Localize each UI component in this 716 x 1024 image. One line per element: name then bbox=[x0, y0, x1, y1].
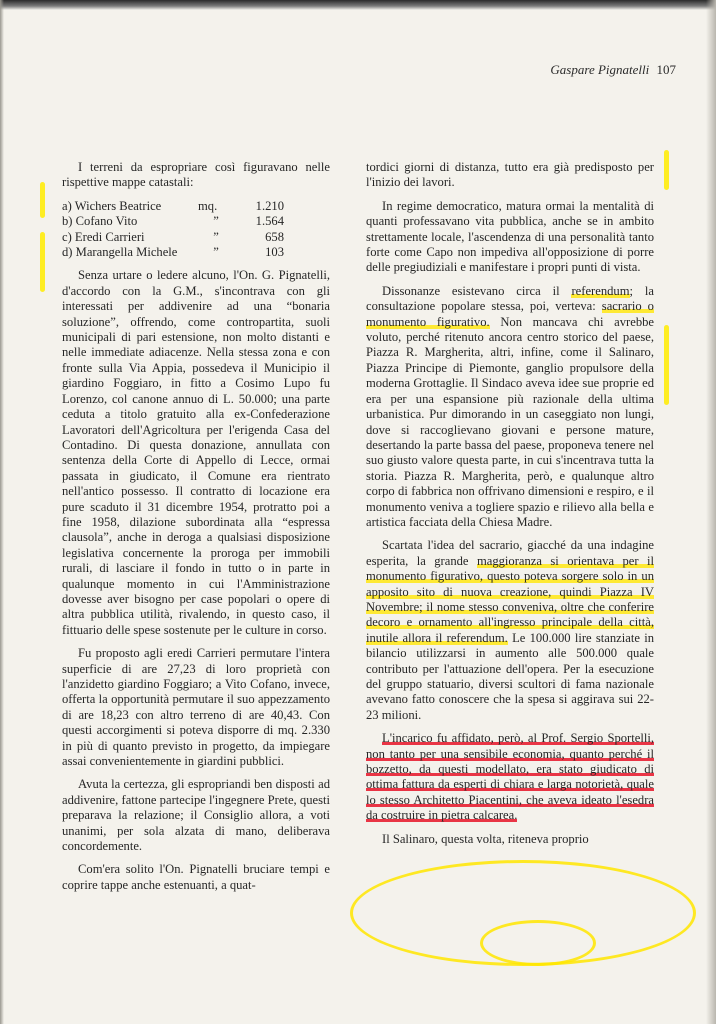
right-column bbox=[366, 160, 654, 847]
parcel-row bbox=[62, 199, 330, 214]
parcel-area: 658 bbox=[265, 229, 284, 244]
body-paragraph: Fu proposto agli eredi Carrieri permutare l'intera superficie di are 27,23 di loro proprietà con l'anzidetto giardino Foggiaro; a Vito Cofano, invece, offerta la opportunità permutare il suo appezzamento di are 18,23 con altro terreno di are 40,43. Con questi accorgimenti si poteva disporre di mq. 2.330 in più di quanto previsto in progetto, da impiegare assai convenientemente in giardini pubblici. bbox=[62, 646, 330, 769]
intro-paragraph: I terreni da espropriare così figuravano nelle rispettive mappe catastali: bbox=[62, 160, 330, 190]
running-head-author: Gaspare Pignatelli bbox=[550, 62, 650, 77]
parcel-unit: ” bbox=[213, 229, 219, 244]
text-run: ; la consultazione popolare stessa, poi, verteva: bbox=[366, 283, 654, 314]
red-underlined-text: L'incarico fu affidato, però, al Prof. Sergio Sportelli, non tanto per una sensibile economia, quanto perché il bozzetto, da questi modellato, era stato giudicato di ottima fattura da esperti di chiara e larga notorietà, quale lo stesso Architetto Piacentini, che aveva ideato l'esedra da costruire in pietra calcarea. bbox=[366, 731, 654, 823]
parcel-owner: c) Eredi Carrieri bbox=[62, 229, 145, 244]
left-column bbox=[62, 160, 330, 893]
parcel-row bbox=[62, 230, 330, 245]
body-paragraph-referendum bbox=[366, 284, 654, 531]
parcel-owner: a) Wichers Beatrice bbox=[62, 198, 162, 213]
parcel-area: 1.564 bbox=[255, 214, 284, 229]
body-paragraph-sacrario bbox=[366, 538, 654, 723]
text-run: Scartata l'idea del sacrario, giacché da una indagine esperita, la grande bbox=[366, 538, 654, 568]
parcel-area: 103 bbox=[265, 245, 284, 260]
parcel-row bbox=[62, 245, 330, 260]
margin-highlight-mark bbox=[40, 232, 45, 292]
scan-top-edge bbox=[0, 0, 716, 10]
body-paragraph: Com'era solito l'On. Pignatelli bruciare tempi e coprire tappe anche estenuanti, a quat- bbox=[62, 862, 330, 892]
parcel-list bbox=[62, 199, 330, 261]
text-run: Dissonanze esistevano circa il bbox=[382, 283, 572, 298]
scan-right-edge bbox=[706, 0, 716, 1024]
highlighted-text: referendum bbox=[571, 283, 630, 298]
body-paragraph-incarico bbox=[366, 731, 654, 823]
body-paragraph: Senza urtare o ledere alcuno, l'On. G. Pignatelli, d'accordo con la G.M., s'incontrava con gli interessati per addivenire ad una “bonaria soluzione”, offrendo, come contropartita, suoli municipali di pari estensione, non molto distanti e nelle immediate adiacenze. Nella stessa zona e con fronte sulla Via Appia, possedeva il Municipio il giardino Foggiaro, in fitto a Cosimo Lupo fu Lorenzo, col canone annuo di L. 50.000; una parte ceduta a titolo gratuito alla ex-Confederazione Lavoratori dell'Agricoltura per l'erigenda Casa del Contadino. Di questa donazione, annullata con sentenza della Corte di Appello di Lecce, ormai passata in giudicato, il Comune era rientrato nell'antico possesso. Il contratto di locazione era pure scaduto il 31 dicembre 1954, protratto poi a fine 1958, dilazione subordinata alla “espressa clausola”, anche in deroga a qualsiasi disposizione legislativa concernente la proroga per immobili rurali, di lasciare il fondo in tutto o in parte in qualunque momento in cui l'Amministrazione dovesse aver bisogno per case popolari o opere di altra pubblica utilità, rivalendo, in questo caso, il fittuario delle spese sostenute per le culture in corso. bbox=[62, 268, 330, 637]
parcel-owner: b) Cofano Vito bbox=[62, 214, 138, 229]
continued-paragraph: tordici giorni di distanza, tutto era già predisposto per l'inizio dei lavori. bbox=[366, 160, 654, 190]
parcel-row bbox=[62, 214, 330, 229]
margin-highlight-mark bbox=[40, 182, 45, 218]
highlighted-text: sacrario o monumento figurativo. bbox=[366, 299, 654, 329]
text-run: Le 100.000 lire stanziate in bilancio utilizzarsi in aumento alle 500.000 quale contributo per l'attuazione dell'opera. Per la esecuzione del gruppo statuario, diversi scultori di fama nazionale avevano fatto conoscere che la spesa si aggirava sui 22-23 milioni. bbox=[366, 630, 654, 722]
scan-left-edge bbox=[0, 0, 4, 1024]
text-run: Non mancava chi avrebbe voluto, perché ritenuto ancora centro storico del paese, Piazza R. Margherita, altri, infine, come il Salinaro, Piazza Principe di Piemonte, ganglio propulsore della moderna Grottaglie. Il Sindaco aveva idee sue proprie ed era per una espansione più razionale della ultima urbanistica. Pur dimorando in un caseggiato non lungi, dove si raccoglievano giovani e persone mature, desertando la parte bassa del paese, proponeva tenere nel suo giusto valore questa parte, in cui s'incentrava tutta la storia. Piazza R. Margherita, però, e qualunque altro corpo di fabbrica non offrivano dimensioni e respiro, e il monumento veniva a togliere spazio e rilievo alla bella e artistica facciata della Chiesa Madre. bbox=[366, 314, 655, 529]
body-paragraph: Avuta la certezza, gli espropriandi ben disposti ad addivenire, fattone partecipe l'ingegnere Prete, questi preparava la relazione; il Consiglio allora, a voti unanimi, per sola alzata di mano, deliberava concordemente. bbox=[62, 777, 330, 854]
body-paragraph: Il Salinaro, questa volta, riteneva proprio bbox=[382, 831, 589, 846]
running-head bbox=[550, 62, 676, 78]
parcel-area: 1.210 bbox=[255, 198, 284, 213]
parcel-unit: ” bbox=[213, 214, 219, 229]
margin-highlight-mark bbox=[664, 150, 669, 190]
parcel-unit: ” bbox=[213, 245, 219, 260]
body-paragraph: In regime democratico, matura ormai la mentalità di quanti professavano vita pubblica, anche se in ambito strettamente locale, l'ascendenza di una personalità tanto forte come Capo non impediva all'opposizione di porre delle pregiudiziali e manifestare i propri punti di vista. bbox=[366, 198, 654, 275]
page-number: 107 bbox=[656, 62, 676, 77]
highlighted-text: maggioranza si orientava per il monumento figurativo, questo poteva sorgere solo in un apposito sito di nuova creazione, quindi Piazza IV Novembre; il nome stesso conveniva, oltre che conferire decoro e ornamento all'ingresso principale della città, inutile allora il referendum. bbox=[366, 553, 654, 645]
hand-drawn-circle-small bbox=[480, 920, 596, 966]
parcel-owner: d) Marangella Michele bbox=[62, 245, 178, 260]
parcel-unit: mq. bbox=[198, 198, 218, 213]
margin-highlight-mark bbox=[664, 325, 669, 405]
